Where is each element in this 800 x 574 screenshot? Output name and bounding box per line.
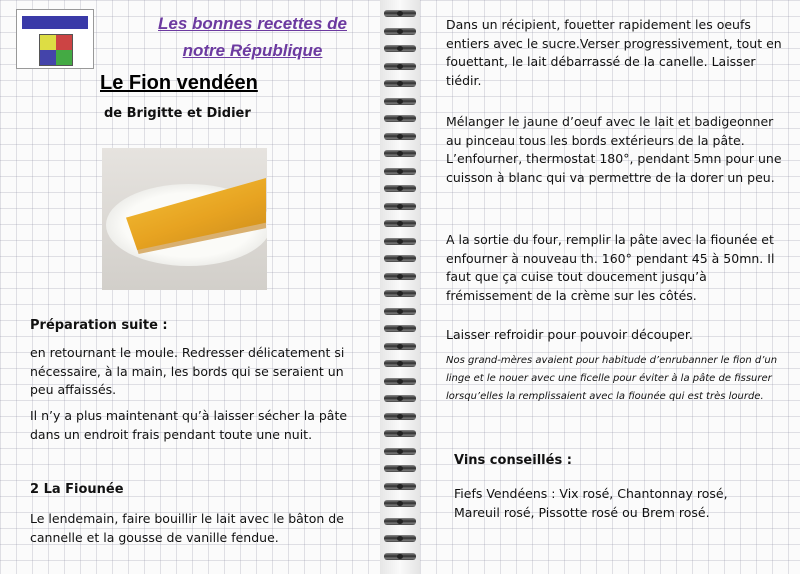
spiral-ring xyxy=(384,500,416,507)
spiral-ring xyxy=(384,185,416,192)
right-page xyxy=(420,0,800,574)
spiral-ring xyxy=(384,535,416,542)
spiral-ring xyxy=(384,448,416,455)
spiral-ring xyxy=(384,483,416,490)
spiral-ring xyxy=(384,28,416,35)
spiral-ring xyxy=(384,273,416,280)
spiral-ring xyxy=(384,10,416,17)
spiral-ring xyxy=(384,395,416,402)
wines-list: Fiefs Vendéens : Vix rosé, Chantonnay rosé, Mareuil rosé, Pissotte rosé ou Brem rosé. xyxy=(454,486,728,520)
brand-line-1: Les bonnes recettes de xyxy=(158,14,347,33)
prep-heading: Préparation suite : xyxy=(30,318,168,333)
fion-tart-photo xyxy=(102,148,267,290)
spiral-ring xyxy=(384,220,416,227)
spiral-ring xyxy=(384,553,416,560)
spiral-ring xyxy=(384,325,416,332)
left-paragraph-1: en retournant le moule. Redresser délicatement si nécessaire, à la main, les bords qui se seraient un peu affaissés. xyxy=(30,345,345,397)
spiral-ring xyxy=(384,465,416,472)
spiral-ring xyxy=(384,45,416,52)
left-page xyxy=(0,0,380,574)
spiral-ring xyxy=(384,98,416,105)
section-fiounee-heading: 2 La Fiounée xyxy=(30,482,124,497)
spiral-ring xyxy=(384,308,416,315)
brand-line-2: notre République xyxy=(182,41,323,60)
recipe-title: Le Fion vendéen xyxy=(100,72,258,94)
spiral-ring xyxy=(384,290,416,297)
spiral-ring xyxy=(384,378,416,385)
wines-heading: Vins conseillés : xyxy=(454,453,572,468)
spiral-ring xyxy=(384,80,416,87)
tradition-note: Nos grand-mères avaient pour habitude d’enrubanner le fion d’un linge et le nouer avec une ficelle pour éviter à la pâte de fissurer lorsqu’elles la remplissaient avec la fiounée qui est très lourde. xyxy=(446,355,778,402)
left-paragraph-3: Le lendemain, faire bouillir le lait avec le bâton de cannelle et la gousse de vanille fendue. xyxy=(30,511,344,545)
spiral-ring xyxy=(384,238,416,245)
spiral-ring xyxy=(384,168,416,175)
spiral-ring xyxy=(384,133,416,140)
left-paragraph-2: Il n’y a plus maintenant qu’à laisser sécher la pâte dans un endroit frais pendant toute une nuit. xyxy=(30,408,348,442)
recipe-authors: de Brigitte et Didier xyxy=(104,106,251,121)
spiral-binding xyxy=(380,0,420,574)
spiral-ring xyxy=(384,150,416,157)
spiral-ring xyxy=(384,343,416,350)
spiral-ring xyxy=(384,203,416,210)
spiral-ring xyxy=(384,255,416,262)
spiral-ring xyxy=(384,518,416,525)
spiral-ring xyxy=(384,430,416,437)
spiral-ring xyxy=(384,115,416,122)
association-logo-icon xyxy=(16,9,94,69)
right-paragraph-3: A la sortie du four, remplir la pâte avec la fiounée et enfourner à nouveau th. 160° pendant 45 à 50mn. Il faut que ça cuise tout doucement jusqu’à frémissement de la crème sur les côtés. xyxy=(446,232,775,303)
brand-heading xyxy=(140,10,365,64)
right-paragraph-2: Mélanger le jaune d’oeuf avec le lait et badigeonner au pinceau tous les bords extérieurs de la pâte. L’enfourner, thermostat 180°, pendant 5mn pour une cuisson à blanc qui va permettre de la dorer un peu. xyxy=(446,114,782,185)
right-paragraph-4: Laisser refroidir pour pouvoir découper. xyxy=(446,327,693,342)
right-paragraph-1: Dans un récipient, fouetter rapidement les oeufs entiers avec le sucre.Verser progressivement, tout en fouettant, le lait débarrassé de la canelle. Laisser tiédir. xyxy=(446,17,782,88)
spiral-ring xyxy=(384,360,416,367)
spiral-ring xyxy=(384,63,416,70)
spiral-ring xyxy=(384,413,416,420)
